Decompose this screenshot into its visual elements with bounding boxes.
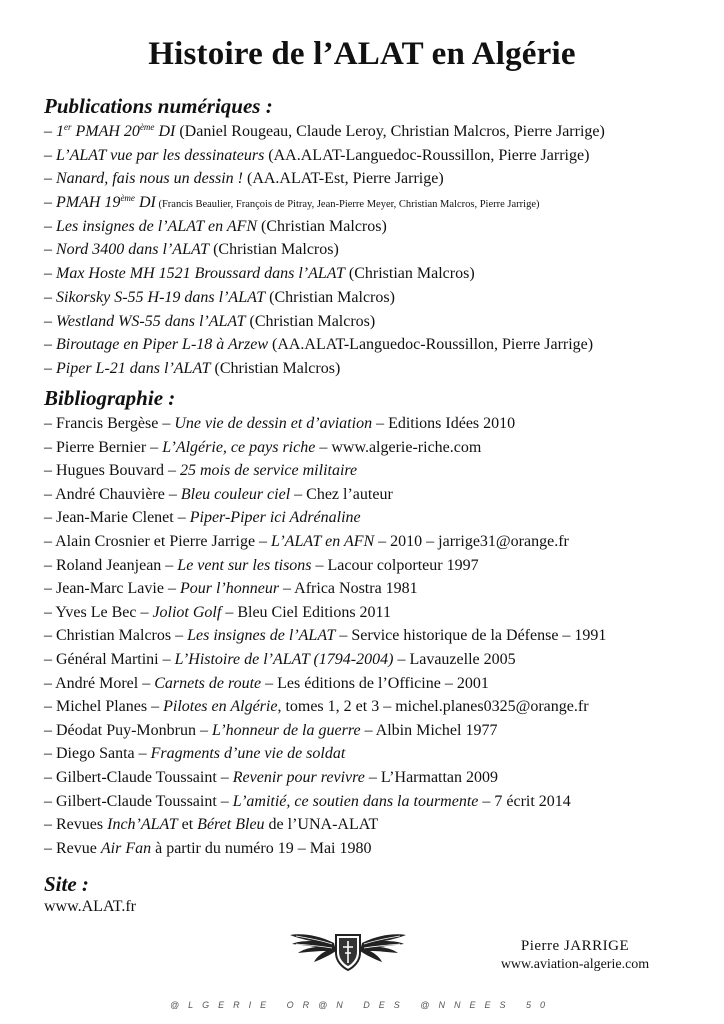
entry-text: (Francis Beaulier, François de Pitray, Jean-Pierre Meyer, Christian Malcros, Pierre Jarrige) [155,199,540,211]
entry-text: – Alain Crosnier et Pierre Jarrige – [44,532,272,550]
entry-text: – Pierre Bernier – [44,438,163,456]
list-item [44,459,704,483]
list-item [44,554,704,578]
title-text: ème [139,122,155,132]
entry-text: – [44,170,56,188]
title-text: Béret Bleu [197,816,265,834]
title-text: Les insignes de l’ALAT [187,627,336,645]
site-url: www.ALAT.fr [44,898,136,915]
publications-heading: Publications numériques : [44,94,273,118]
list-item [44,286,704,310]
entry-text: – [44,288,56,306]
list-item [44,601,704,625]
entry-text: – Déodat Puy-Monbrun – [44,721,212,739]
entry-text: – Jean-Marie Clenet – [44,509,190,527]
entry-text: – Chez l’auteur [290,485,393,503]
entry-text: – Lacour colporteur 1997 [311,556,479,574]
entry-text: – Général Martini – [44,650,175,668]
alat-wings-emblem [288,929,408,973]
entry-text: (Christian Malcros) [245,312,376,330]
entry-text: – [44,241,56,259]
title-text: L’ALAT vue par les dessinateurs [56,146,265,164]
list-item [44,813,704,837]
list-item [44,742,704,766]
list-item [44,766,704,790]
title-text: L’amitié, ce soutien dans la tourmente [232,792,479,810]
bibliography-heading: Bibliographie : [44,386,176,410]
title-text: Joliot Golf [152,603,222,621]
entry-text: – Hugues Bouvard – [44,462,180,480]
entry-text: – Revues [44,816,108,834]
entry-text: (Christian Malcros) [257,217,387,235]
title-text: L’Algérie, ce pays riche [162,438,316,456]
list-item [44,672,704,696]
title-text: Une vie de dessin et d’aviation [174,415,373,432]
title-text: Piper L-21 dans l’ALAT [56,359,211,377]
list-item [44,144,704,168]
page-footer: @LGERIE OR@N DES @NNEES 50 [170,1000,554,1010]
title-text: Le vent sur les tisons [177,556,312,574]
entry-text: (Christian Malcros) [209,241,339,259]
entry-text: – Yves Le Bec – [44,603,153,621]
title-text: Max Hoste MH 1521 Broussard dans l’ALAT [56,265,345,283]
entry-text: – Jean-Marc Lavie – [44,580,180,598]
entry-text: – 7 écrit 2014 [478,792,571,810]
author-website: www.aviation-algerie.com [500,957,650,972]
list-item [44,120,704,144]
title-text: er [64,122,72,132]
list-item [44,215,704,239]
entry-text: – Service historique de la Défense – 1991 [335,627,607,645]
title-text: 25 mois de service militaire [179,462,358,480]
list-item [44,436,704,460]
list-item [44,191,704,215]
entry-text: – [44,217,56,235]
title-text: L’ALAT en AFN [271,532,375,550]
publications-list [44,120,704,381]
entry-text: – Diego Santa – [44,745,151,763]
title-text: Westland WS-55 dans l’ALAT [56,312,246,330]
entry-text: – [44,194,56,212]
title-text: Inch’ALAT [107,816,178,834]
entry-text: – [44,146,56,164]
site-heading: Site : [44,872,89,896]
bibliography-list [44,412,704,860]
entry-text: – Les éditions de l’Officine – 2001 [261,674,489,692]
entry-text: , tomes 1, 2 et 3 – michel.planes0325@orange.fr [277,698,589,716]
entry-text: – [44,359,56,377]
entry-text: (AA.ALAT-Languedoc-Roussillon, Pierre Jarrige) [264,146,590,164]
list-item [44,167,704,191]
list-item [44,624,704,648]
entry-text: – Francis Bergèse – [44,415,175,432]
entry-text: (AA.ALAT-Est, Pierre Jarrige) [242,170,444,188]
title-text: DI [154,123,176,140]
title-text: Bleu couleur ciel [180,485,291,503]
title-text: Air Fan [100,839,152,857]
entry-text: – [44,312,56,330]
entry-text: – [44,336,56,354]
entry-text: – Roland Jeanjean – [44,556,178,574]
entry-text: – André Morel – [44,674,155,692]
entry-text: – 2010 – jarrige31@orange.fr [374,532,569,550]
entry-text: – Africa Nostra 1981 [279,580,418,598]
list-item [44,790,704,814]
list-item [44,483,704,507]
list-item [44,577,704,601]
wings-icon [288,929,408,973]
entry-text: – André Chauvière – [44,485,181,503]
title-text: 1 [56,123,64,140]
title-text: Carnets de route [154,674,262,692]
entry-text: à partir du numéro 19 – Mai 1980 [151,839,372,857]
list-item [44,695,704,719]
list-item [44,238,704,262]
list-item [44,412,704,436]
title-text: Pour l’honneur [179,580,280,598]
title-text: Nord 3400 dans l’ALAT [56,241,210,259]
list-item [44,648,704,672]
entry-text: – Christian Malcros – [44,627,188,645]
entry-text: – Albin Michel 1977 [360,721,498,739]
entry-text: – Lavauzelle 2005 [393,650,516,668]
entry-text: – Gilbert-Claude Toussaint – [44,768,233,786]
entry-text: – Gilbert-Claude Toussaint – [44,792,233,810]
author-name: Pierre JARRIGE [520,938,630,954]
title-text: Pilotes en Algérie [163,698,278,716]
entry-text: et [177,816,198,834]
entry-text: – www.algerie-riche.com [315,438,482,456]
list-item [44,357,704,381]
entry-text: – Editions Idées 2010 [372,415,516,432]
list-item [44,262,704,286]
list-item [44,719,704,743]
entry-text: – Revue [44,839,101,857]
title-text: Les insignes de l’ALAT en AFN [56,217,258,235]
list-item [44,530,704,554]
title-text: Nanard, fais nous un dessin ! [56,170,243,188]
author-block [500,938,650,973]
entry-text: de l’UNA-ALAT [264,816,379,834]
entry-text: (Daniel Rougeau, Claude Leroy, Christian Malcros, Pierre Jarrige) [175,123,605,140]
title-text: L’Histoire de l’ALAT (1794-2004) [174,650,394,668]
title-text: ème [120,193,135,204]
title-text: Fragments d’une vie de soldat [150,745,346,763]
title-text: Biroutage en Piper L-18 à Arzew [56,336,268,354]
page-title: Histoire de l’ALAT en Algérie [148,36,576,72]
title-text: Piper-Piper ici Adrénaline [189,509,361,527]
entry-text: – [44,123,56,140]
list-item [44,310,704,334]
title-text: Revenir pour revivre [232,768,365,786]
title-text: PMAH 19 [56,194,121,212]
list-item [44,837,704,861]
entry-text: – [44,265,56,283]
entry-text: (Christian Malcros) [344,265,475,283]
entry-text: – Michel Planes – [44,698,164,716]
entry-text: – Bleu Ciel Editions 2011 [221,603,391,621]
entry-text: – L’Harmattan 2009 [364,768,499,786]
title-text: L’honneur de la guerre [211,721,361,739]
list-item [44,506,704,530]
title-text: DI [134,194,156,212]
title-text: PMAH 20 [71,123,140,140]
entry-text: (Christian Malcros) [265,288,395,306]
entry-text: (AA.ALAT-Languedoc-Roussillon, Pierre Jarrige) [267,336,594,354]
list-item [44,333,704,357]
entry-text: (Christian Malcros) [210,359,341,377]
title-text: Sikorsky S-55 H-19 dans l’ALAT [56,288,266,306]
